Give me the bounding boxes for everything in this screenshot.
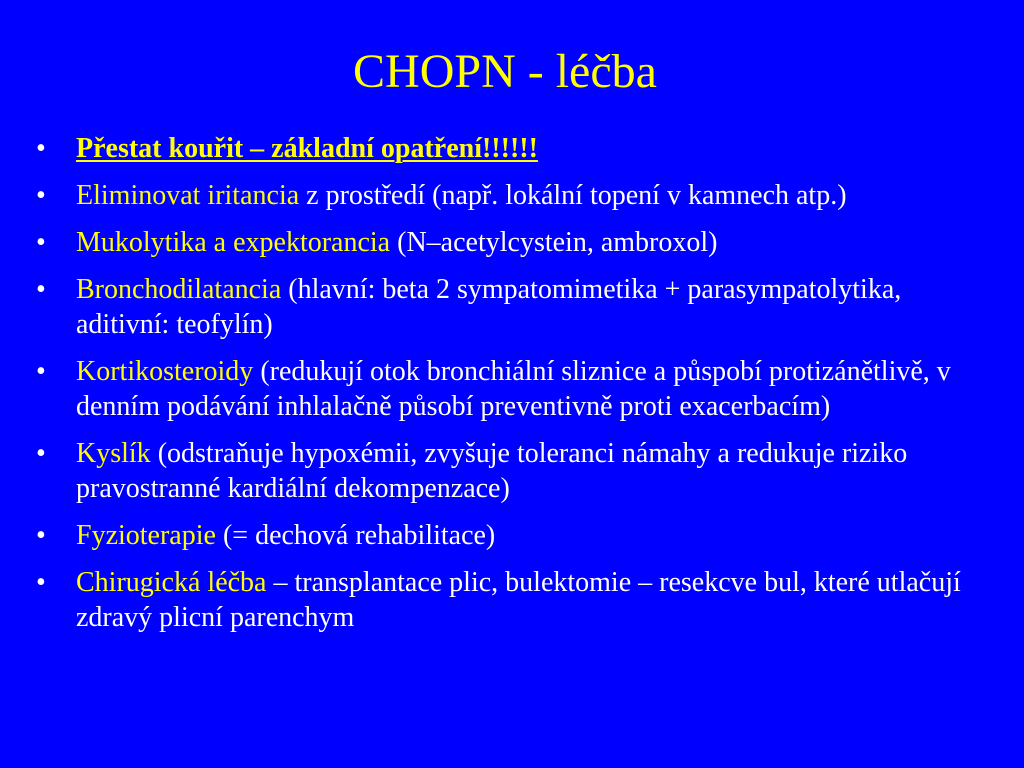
bullet-term: Mukolytika a expektorancia xyxy=(76,227,391,258)
bullet-item xyxy=(36,272,996,342)
bullet-item xyxy=(36,436,996,506)
bullet-text: (hlavní: beta 2 sympatomimetika + parasympatolytika, aditivní: teofylín) xyxy=(76,274,902,340)
bullet-marker: • xyxy=(36,227,46,258)
bullet-term: Fyzioterapie xyxy=(76,520,216,551)
bullet-term: Eliminovat iritancia xyxy=(76,180,300,211)
bullet-term: Chirugická léčba xyxy=(76,567,267,598)
bullet-text: (N–acetylcystein, ambroxol) xyxy=(390,227,718,258)
bullet-term: Kyslík xyxy=(76,438,151,469)
bullet-marker: • xyxy=(36,274,46,305)
bullet-marker: • xyxy=(36,520,46,551)
bullet-marker: • xyxy=(36,567,46,598)
bullet-text: (redukují otok bronchiální sliznice a půspobí protizánětlivě, v denním podávání inhlalačně působí preventivně proti exacerbacím) xyxy=(76,356,951,422)
bullet-item xyxy=(36,354,996,424)
bullet-marker: • xyxy=(36,133,46,164)
bullet-term: Kortikosteroidy xyxy=(76,356,254,387)
bullet-item xyxy=(36,225,996,260)
bullet-item xyxy=(36,518,996,553)
bullet-marker: • xyxy=(36,438,46,469)
bullet-text: – transplantace plic, bulektomie – resekcve bul, které utlačují zdravý plicní parenchym xyxy=(76,567,961,633)
bullet-text: (odstraňuje hypoxémii, zvyšuje toleranci námahy a redukuje riziko pravostranné kardiální dekompenzace) xyxy=(76,438,908,504)
bullet-list xyxy=(36,131,996,647)
slide-title: CHOPN - léčba xyxy=(353,45,657,98)
bullet-text: z prostředí (např. lokální topení v kamnech atp.) xyxy=(299,180,847,211)
bullet-marker: • xyxy=(36,180,46,211)
bullet-text: (= dechová rehabilitace) xyxy=(215,520,496,551)
bullet-marker: • xyxy=(36,356,46,387)
bullet-term: Přestat kouřit – základní opatření!!!!!! xyxy=(76,133,538,164)
bullet-item xyxy=(36,565,996,635)
bullet-item xyxy=(36,131,996,166)
bullet-item xyxy=(36,178,996,213)
bullet-term: Bronchodilatancia xyxy=(76,274,282,305)
